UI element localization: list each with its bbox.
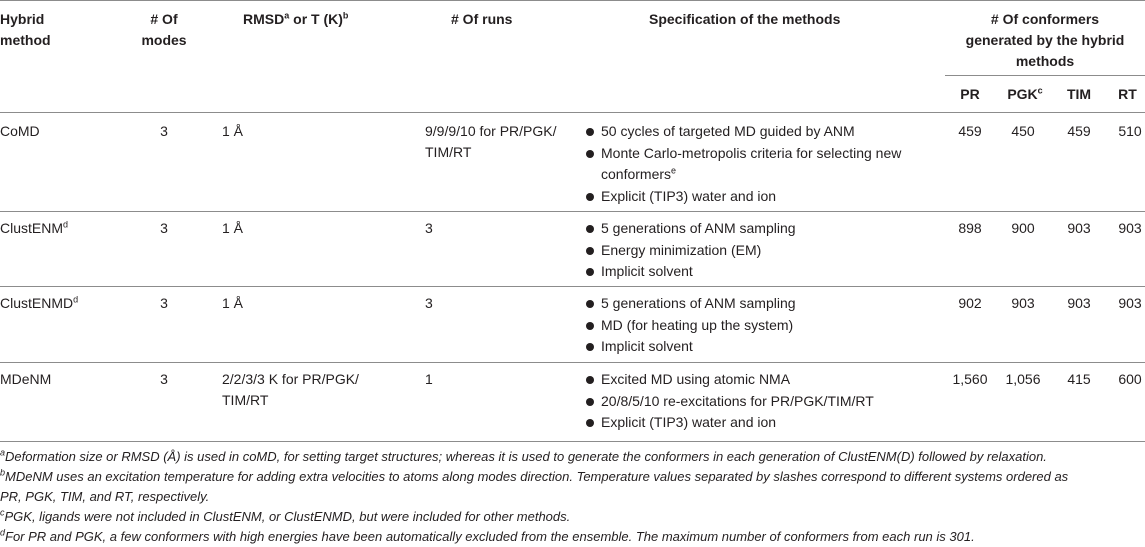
modes-value: 3 [160, 220, 168, 236]
list-item: 5 generations of ANM sampling [586, 293, 796, 315]
runs-value: 1 [425, 371, 433, 387]
modes-value: 3 [160, 371, 168, 387]
rmsd-value: 1 Å [222, 123, 244, 139]
row-rule [0, 362, 1145, 363]
pr-value: 1,560 [952, 371, 988, 387]
modes-value: 3 [160, 295, 168, 311]
list-item: Monte Carlo-metropolis criteria for selecting new conformers$^e$ [586, 143, 901, 186]
list-item: Energy minimization (EM) [586, 240, 796, 262]
rmsd-value: 1 Å [222, 295, 244, 311]
bullet-icon [586, 343, 594, 351]
spec-list [586, 121, 901, 207]
bullet-icon [586, 322, 594, 330]
list-item: 50 cycles of targeted MD guided by ANM [586, 121, 901, 143]
runs-value: 3 [425, 220, 433, 236]
header-runs: # Of runs [451, 11, 513, 27]
header-bottom-rule [0, 112, 1145, 113]
spec-list [586, 218, 796, 283]
method-name: ClustENMD$^d$ [0, 294, 79, 311]
footnote-d: $^d$For PR and PGK, a few conformers with high energies have been automatically excluded from the ensemble. The maximum number of conformers from each run is 301. [0, 527, 975, 544]
method-name: CoMD [0, 123, 40, 139]
runs-value: 3 [425, 295, 433, 311]
tim-value: 903 [1067, 220, 1091, 236]
header-spec: Specification of the methods [649, 11, 841, 27]
method-name: ClustENM$^d$ [0, 219, 69, 236]
list-item: Implicit solvent [586, 261, 796, 283]
bullet-icon [586, 150, 594, 158]
header-hybrid-method: Hybrid method [0, 11, 51, 48]
header-system-pr: PR [960, 86, 980, 102]
rt-value: 903 [1118, 295, 1142, 311]
bullet-icon [586, 128, 594, 136]
rt-value: 510 [1118, 123, 1142, 139]
pgk-value: 450 [1011, 123, 1035, 139]
table-bottom-rule [0, 441, 1145, 442]
list-item: Implicit solvent [586, 336, 796, 358]
rmsd-value: 2/2/3/3 K for PR/PGK/ TIM/RT [222, 371, 359, 408]
bullet-icon [586, 247, 594, 255]
footnote-b: $^b$MDeNM uses an excitation temperature for adding extra velocities to atoms along modes direction. Temperature values separated by slashes correspond to different systems ordered as [0, 467, 1069, 484]
tim-value: 459 [1067, 123, 1091, 139]
pgk-value: 900 [1011, 220, 1035, 236]
row-rule [0, 211, 1145, 212]
bullet-icon [586, 398, 594, 406]
rt-value: 600 [1118, 371, 1142, 387]
list-item: 20/8/5/10 re-excitations for PR/PGK/TIM/RT [586, 391, 874, 413]
header-rmsd: RMSD$^a$ or T $(K)^b$ [243, 10, 349, 27]
list-item: 5 generations of ANM sampling [586, 218, 796, 240]
bullet-icon [586, 268, 594, 276]
tim-value: 903 [1067, 295, 1091, 311]
list-item: Explicit (TIP3) water and ion [586, 186, 901, 208]
rt-value: 903 [1118, 220, 1142, 236]
pr-value: 898 [958, 220, 982, 236]
footnote-a: $^a$Deformation size or RMSD (Å) is used in coMD, for setting target structures; whereas it is used to generate the conformers in each generation of ClustENM(D) followed by relaxation. [0, 447, 1047, 464]
tim-value: 415 [1067, 371, 1091, 387]
table-top-rule [0, 0, 1145, 1]
spec-list [586, 293, 796, 358]
bullet-icon [586, 419, 594, 427]
header-conformers: # Of conformers generated by the hybrid methods [965, 11, 1125, 69]
bullet-icon [586, 225, 594, 233]
pgk-value: 1,056 [1005, 371, 1041, 387]
list-item: Explicit (TIP3) water and ion [586, 412, 874, 434]
conformers-sub-rule [945, 75, 1145, 76]
bullet-icon [586, 193, 594, 201]
method-name: MDeNM [0, 371, 52, 387]
footnote-c: $^c$PGK, ligands were not included in ClustENM, or ClustENMD, but were included for other methods. [0, 507, 571, 524]
header-system-tim: TIM [1066, 86, 1092, 102]
modes-value: 3 [160, 123, 168, 139]
runs-value: 9/9/9/10 for PR/PGK/ TIM/RT [425, 123, 557, 160]
bullet-icon [586, 300, 594, 308]
pgk-value: 903 [1011, 295, 1035, 311]
bullet-icon [586, 376, 594, 384]
footnote-b-continued: PR, PGK, TIM, and RT, respectively. [0, 489, 210, 504]
pr-value: 902 [958, 295, 982, 311]
header-system-pgk: PGK$^c$ [1007, 85, 1043, 102]
rmsd-value: 1 Å [222, 220, 244, 236]
row-rule [0, 286, 1145, 287]
list-item: MD (for heating up the system) [586, 315, 796, 337]
spec-list [586, 369, 874, 434]
list-item: Excited MD using atomic NMA [586, 369, 874, 391]
header-modes: # Of modes [141, 11, 187, 48]
header-system-rt: RT [1118, 86, 1137, 102]
pr-value: 459 [958, 123, 982, 139]
